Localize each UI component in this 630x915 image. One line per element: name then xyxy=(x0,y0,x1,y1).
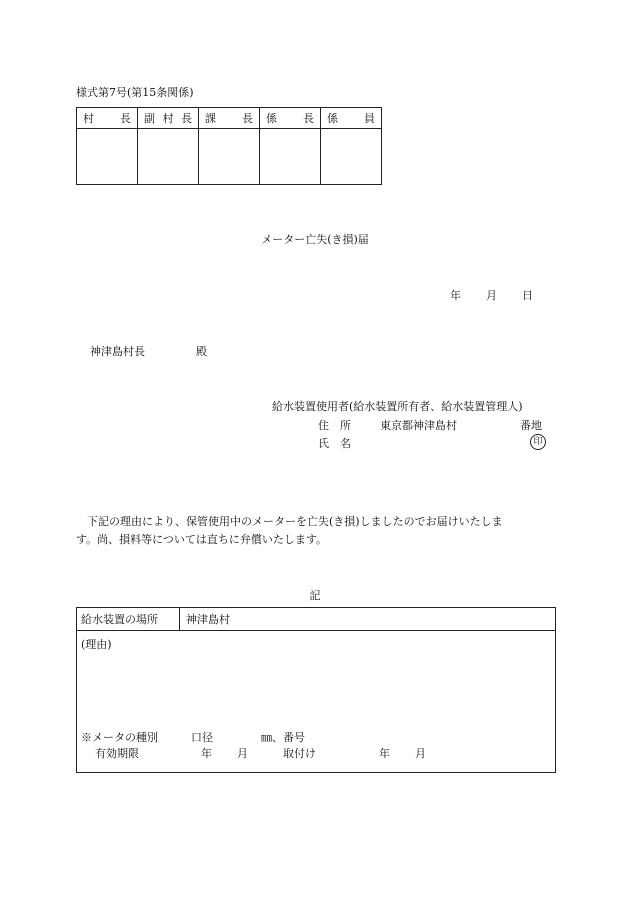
stamp-cell-subsection-chief[interactable] xyxy=(260,129,321,185)
approval-stamp-table xyxy=(76,107,382,185)
meter-type-label: ※メータの種別 xyxy=(81,731,158,744)
stamp-cell-village-head[interactable] xyxy=(77,129,138,185)
validity-label: 有効期限 xyxy=(95,747,139,760)
reason-cell[interactable] xyxy=(77,631,556,773)
reason-row xyxy=(77,631,556,773)
approval-header-staff: 係 員 xyxy=(321,108,382,129)
approval-header-village-head: 村 長 xyxy=(77,108,138,129)
addressee-honorific: 殿 xyxy=(196,345,207,358)
addressee-name: 神津島村長 xyxy=(90,345,145,358)
seal-icon: 印 xyxy=(530,434,546,450)
address-value[interactable]: 東京都神津島村 xyxy=(380,419,457,432)
approval-header-subsection-chief: 係 長 xyxy=(260,108,321,129)
validity-month-label: 月 xyxy=(237,747,248,760)
applicant-role: 給水装置使用者(給水装置所有者、給水装置管理人) xyxy=(272,400,523,413)
address-label: 住 所 xyxy=(318,419,351,432)
stamp-cell-section-chief[interactable] xyxy=(199,129,260,185)
address-suffix: 番地 xyxy=(520,419,542,432)
seal-mark xyxy=(530,434,546,450)
location-row xyxy=(77,608,556,631)
approval-header-deputy-village-head: 副 村 長 xyxy=(138,108,199,129)
body-text-line-2: す。尚、損料等については直ちに弁償いたします。 xyxy=(76,533,328,546)
installed-month-label: 月 xyxy=(415,747,426,760)
validity-year-label: 年 xyxy=(201,747,212,760)
approval-header-section-chief: 課 長 xyxy=(199,108,260,129)
installed-label: 取付け xyxy=(283,747,316,760)
document-title: メーター亡失(き損)届 xyxy=(261,233,369,246)
location-label-cell xyxy=(77,608,180,631)
details-table xyxy=(76,607,556,773)
body-text-line-1: 下記の理由により、保管使用中のメーターを亡失(き損)しましたのでお届けいたしま xyxy=(76,515,503,528)
ki-heading: 記 xyxy=(309,589,321,602)
approval-header-row xyxy=(77,108,382,129)
date-day-label: 日 xyxy=(522,289,533,302)
stamp-cell-deputy-village-head[interactable] xyxy=(138,129,199,185)
location-label: 給水装置の場所 xyxy=(81,613,158,626)
location-value: 神津島村 xyxy=(186,613,230,626)
reason-label: (理由) xyxy=(81,638,112,651)
location-value-cell[interactable] xyxy=(180,608,556,631)
date-year-label: 年 xyxy=(450,289,461,302)
name-label: 氏 名 xyxy=(318,437,351,450)
diameter-label: 口径 xyxy=(191,731,213,744)
diameter-unit: ㎜、番号 xyxy=(261,731,305,744)
stamp-cell-staff[interactable] xyxy=(321,129,382,185)
date-month-label: 月 xyxy=(486,289,497,302)
approval-stamp-row xyxy=(77,129,382,185)
installed-year-label: 年 xyxy=(379,747,390,760)
form-number: 様式第7号(第15条関係) xyxy=(76,86,194,99)
